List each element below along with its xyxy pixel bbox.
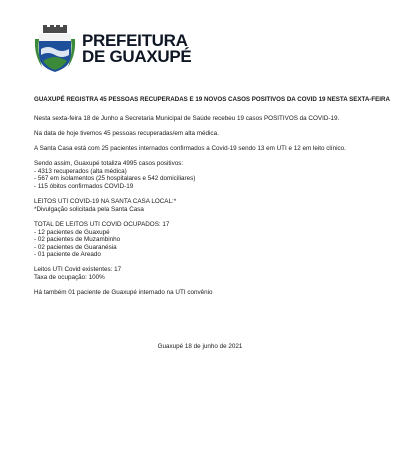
paragraph-hospitalized: A Santa Casa está com 25 pacientes internados confirmados a Covid-19 sendo 13 em UTI e 12 em leito clínico. xyxy=(34,144,346,152)
uti-local-note: *Divulgação solicitada pela Santa Casa xyxy=(34,205,144,213)
total-uti-item: - 02 pacientes de Muzambinho xyxy=(34,236,121,244)
total-uti-item: - 01 paciente de Areado xyxy=(34,251,101,259)
press-release xyxy=(34,96,390,297)
summary-item: - 567 em isolamentos (25 hospitalares e 542 domiciliares) xyxy=(34,175,196,183)
existing-beds: Leitos UTI Covid existentes: 17 xyxy=(34,266,122,274)
document-title: GUAXUPÉ REGISTRA 45 PESSOAS RECUPERADAS E 19 NOVOS CASOS POSITIVOS DA COVID 19 NESTA SEXTA-FEIRA xyxy=(34,96,390,103)
occupancy-rate: Taxa de ocupação: 100% xyxy=(34,274,105,282)
uti-local-title: LEITOS UTI COVID-19 NA SANTA CASA LOCAL:* xyxy=(34,198,177,206)
paragraph-recovered: Na data de hoje tivemos 45 pessoas recuperadas/em alta médica. xyxy=(34,129,219,137)
total-uti-title: TOTAL DE LEITOS UTI COVID OCUPADOS: 17 xyxy=(34,220,170,228)
summary-intro: Sendo assim, Guaxupé totaliza 4995 casos positivos: xyxy=(34,160,184,168)
total-uti-item: - 12 pacientes de Guaxupé xyxy=(34,228,110,236)
brand-line-1: PREFEITURA xyxy=(82,31,188,50)
paragraph-new-cases: Nesta sexta-feira 18 de Junho a Secretaria Municipal de Saúde recebeu 19 casos POSITIVOS da COVID-19. xyxy=(34,114,340,122)
header xyxy=(34,24,244,74)
total-uti-item: - 02 pacientes de Guaranésia xyxy=(34,243,117,251)
municipal-crest-icon xyxy=(34,25,76,73)
brand-line-2: DE GUAXUPÉ xyxy=(82,47,192,66)
brand-wordmark xyxy=(82,33,191,65)
date-line: Guaxupé 18 de junho de 2021 xyxy=(157,343,243,350)
summary-item: - 4313 recuperados (alta médica) xyxy=(34,167,127,175)
summary-item: - 115 óbitos confirmados COVID-19 xyxy=(34,182,134,190)
other-city-note: Há também 01 paciente de Guaxupé internado na UTI convênio xyxy=(34,289,213,297)
